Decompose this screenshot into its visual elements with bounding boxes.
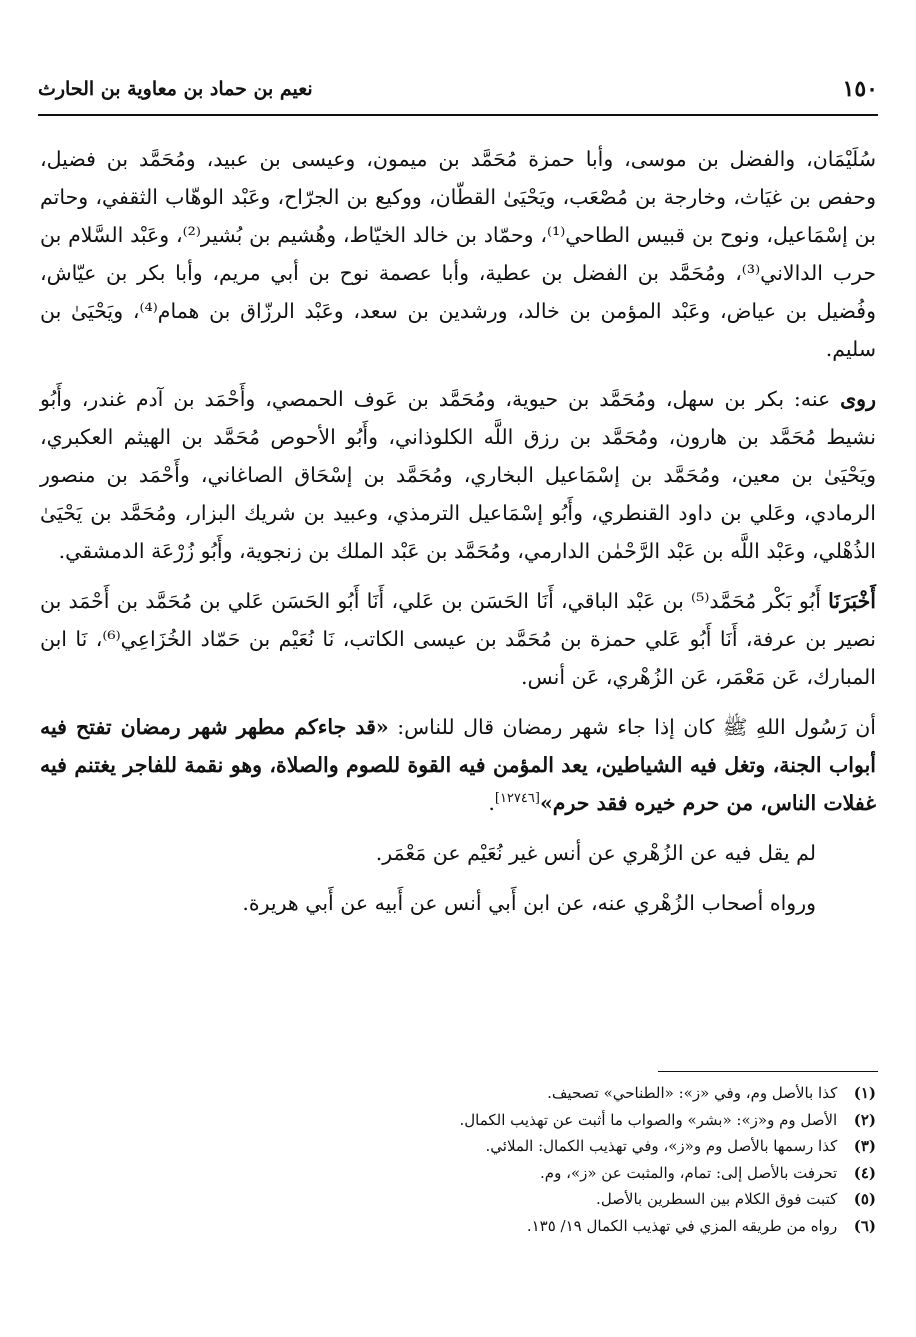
comment-paragraph-2 bbox=[40, 884, 876, 922]
isnad-lead: أَخْبَرَنَا bbox=[828, 589, 876, 613]
isnad-paragraph bbox=[40, 582, 876, 696]
footnote bbox=[40, 1080, 876, 1107]
students-paragraph bbox=[40, 380, 876, 570]
comment-paragraph-1 bbox=[40, 834, 876, 872]
footnote-text: رواه من طريقه المزي في تهذيب الكمال ١٩/ ١٣٥. bbox=[526, 1216, 838, 1235]
footnote bbox=[40, 1213, 876, 1240]
header-divider bbox=[38, 114, 878, 116]
page-number: ١٥٠ bbox=[842, 76, 878, 102]
comment-text-2: ورواه أصحاب الزُهْري عنه، عن ابن أَبي أنس عن أَبيه عن أَبي هريرة. bbox=[242, 891, 816, 915]
footnotes bbox=[40, 1080, 876, 1239]
footnote-number: (٣) bbox=[853, 1137, 876, 1155]
footnote bbox=[40, 1186, 876, 1213]
hadith-text: «قد جاءكم مطهر شهر رمضان تفتح فيه أبواب الجنة، وتغل فيه الشياطين، يعد المؤمن فيه القوة للصوم والصلاة، وهو نقمة للفاجر يغتنم فيه غفلات الناس، من حرم خيره فقد حرم» bbox=[40, 715, 876, 815]
footnote-number: (٢) bbox=[853, 1110, 876, 1129]
teachers-text: سُلَيْمَان، والفضل بن موسى، وأبا حمزة مُحَمَّد بن ميمون، وعيسى بن عبيد، ومُحَمَّد بن فضيل، وحفص بن غيَاث، وخارجة بن مُصْعَب، ويَحْيَىٰ القطّان، ووكيع بن الجرّاح، وعَبْد الوهّاب الثقفي، وحاتم بن إسْمَاعيل، ونوح بن قبيس الطاحي⁽¹⁾، وحمّاد بن خالد الخيّاط، وهُشيم بن بُشير⁽²⁾، وعَبْد السَّلام بن حرب الدالاني⁽³⁾، ومُحَمَّد بن الفضل بن عطية، وأبا عصمة نوح بن أبي مريم، وأبا بكر بن عيّاش، وفُضيل بن عياض، وعَبْد المؤمن بن خالد، ورشدين بن سعد، وعَبْد الرزّاق بن همام⁽⁴⁾، ويَحْيَىٰ بن سليم. bbox=[40, 147, 877, 361]
footnote-number: (٦) bbox=[853, 1216, 876, 1235]
footnote-text: كذا بالأصل وم، وفي «ز»: «الطناحي» تصحيف. bbox=[547, 1084, 838, 1102]
students-lead: روى bbox=[840, 387, 876, 411]
footnote-divider bbox=[658, 1071, 878, 1072]
running-title: نعيم بن حماد بن معاوية بن الحارث bbox=[38, 78, 313, 100]
hadith-number: [١٢٧٤٦] bbox=[494, 791, 540, 807]
footnote-number: (٥) bbox=[853, 1190, 876, 1208]
footnote-number: (٤) bbox=[853, 1163, 876, 1182]
students-text: عنه: بكر بن سهل، ومُحَمَّد بن حيوية، ومُحَمَّد بن عَوف الحمصي، وأَحْمَد بن آدم غندر، وأَبُو نشيط مُحَمَّد بن هارون، ومُحَمَّد بن رزق اللَّه الكلوذاني، وأَبُو الأحوص مُحَمَّد بن الهيثم العكبري، ويَحْيَىٰ بن معين، ومُحَمَّد بن إسْمَاعيل البخاري، ومُحَمَّد بن إسْحَاق الصاغاني، وأَحْمَد بن منصور الرمادي، وعَلي بن داود القنطري، وأَبُو إسْمَاعيل الترمذي، وعبيد بن شريك البزار، ومُحَمَّد بن يَحْيَىٰ الذُهْلي، وعَبْد اللَّه بن عَبْد الرَّحْمٰن الدارمي، ومُحَمَّد بن عَبْد الملك بن زنجوية، وأَبُو زُرْعَة الدمشقي. bbox=[40, 387, 876, 563]
footnote-text: الأصل وم و«ز»: «بشر» والصواب ما أثبت عن تهذيب الكمال. bbox=[459, 1110, 838, 1129]
footnote-number: (١) bbox=[853, 1084, 876, 1102]
footnote-text: كذا رسمها بالأصل وم و«ز»، وفي تهذيب الكمال: الملائي. bbox=[485, 1137, 838, 1155]
footnote bbox=[40, 1160, 876, 1187]
page-header bbox=[38, 74, 878, 110]
comment-text-1: لم يقل فيه عن الزُهْري عن أنس غير نُعَيْم عن مَعْمَر. bbox=[375, 841, 816, 865]
footnote-text: تحرفت بالأصل إلى: تمام، والمثبت عن «ز»، وم. bbox=[540, 1163, 838, 1182]
footnote bbox=[40, 1107, 876, 1134]
main-text bbox=[40, 140, 876, 934]
matn-intro: أن رَسُول اللهِ ﷺ كان إذا جاء شهر رمضان قال للناس: bbox=[397, 715, 876, 739]
footnote-text: كتبت فوق الكلام بين السطرين بالأصل. bbox=[596, 1190, 838, 1208]
footnote bbox=[40, 1133, 876, 1160]
isnad-text: أَبُو بَكْر مُحَمَّد⁽⁵⁾ بن عَبْد الباقي، أَنَا الحَسَن بن عَلي، أَنَا أَبُو الحَسَن عَلي بن مُحَمَّد بن أَحْمَد بن نصير بن عرفة، أَنَا أَبُو عَلي حمزة بن مُحَمَّد بن عيسى الكاتب، نَا نُعَيْم بن حَمّاد الخُزَاعِي⁽⁶⁾، نَا ابن المبارك، عَن مَعْمَر، عَن الزُهْري، عَن أنس. bbox=[40, 589, 876, 689]
teachers-paragraph bbox=[40, 140, 876, 368]
matn-paragraph: أن رَسُول اللهِ ﷺ كان إذا جاء شهر رمضان قال للناس: «قد جاءكم مطهر شهر رمضان تفتح فيه أبواب الجنة، وتغل فيه الشياطين، يعد المؤمن فيه القوة للصوم والصلاة، وهو نقمة للفاجر يغتنم فيه غفلات الناس، من حرم خيره فقد حرم»[١٢٧٤٦]. bbox=[40, 715, 876, 815]
